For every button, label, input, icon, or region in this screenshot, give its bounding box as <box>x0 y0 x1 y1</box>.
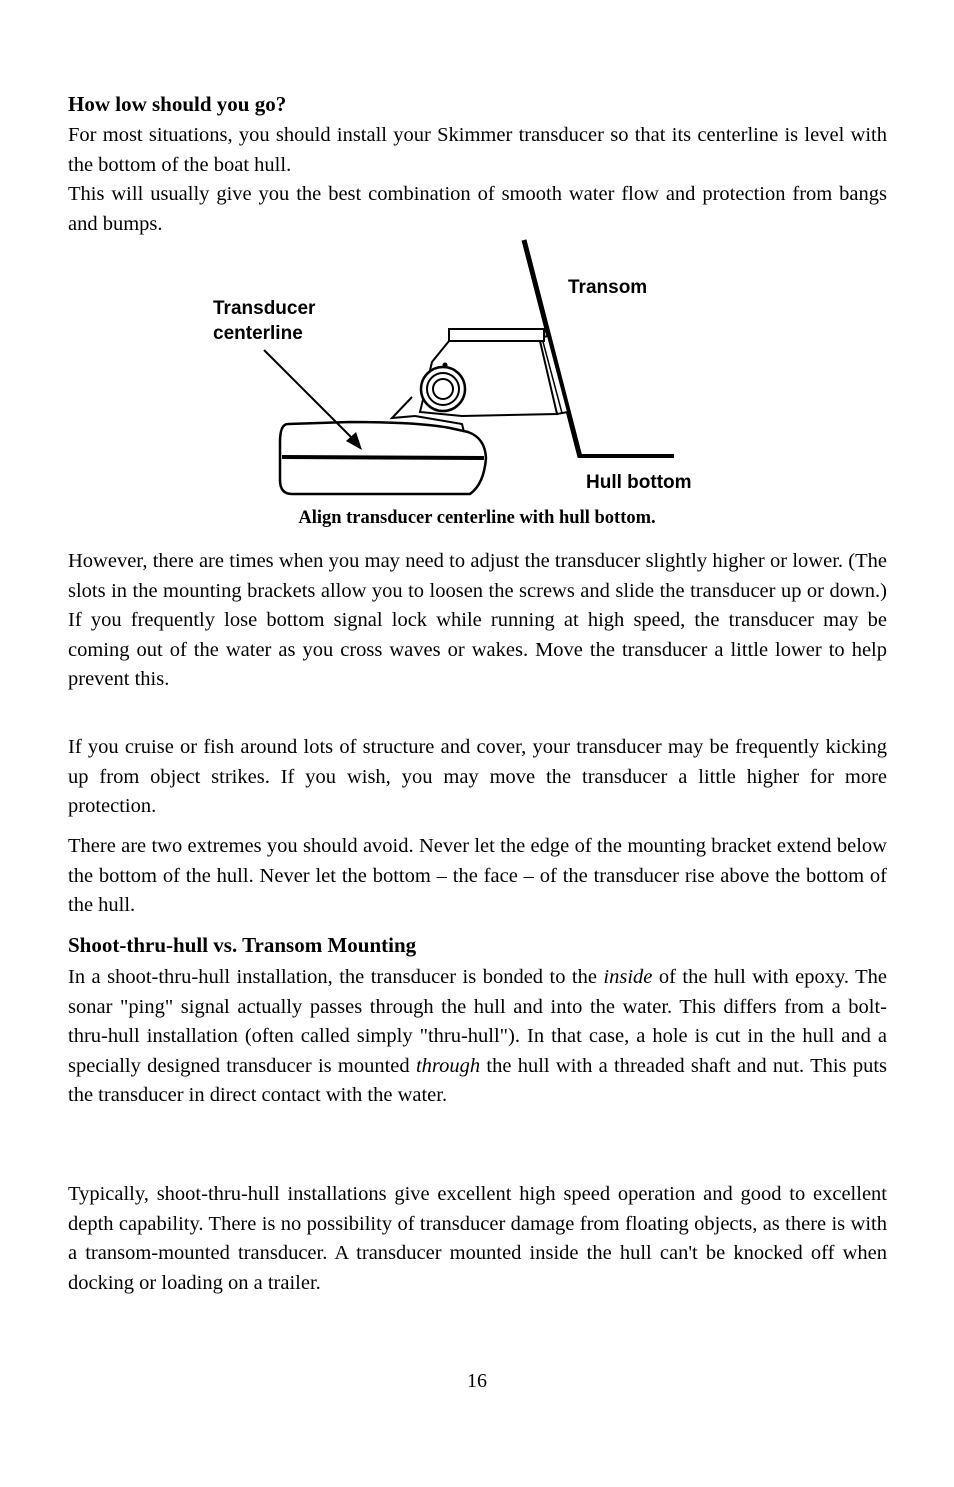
text-run: In a shoot-thru-hull installation, the transducer is bonded to the <box>68 966 604 988</box>
figure-caption: Align transducer centerline with hull bottom. <box>298 508 656 528</box>
emphasis-through: through <box>415 1054 481 1077</box>
intro-text <box>68 121 887 239</box>
text-run: of the hull with epoxy. The sonar "ping" signal actually passes through the hull and into the water. This differs from a bolt-thru-hull installation (often called simply "thru-hull"). In that case, a hole is cut in the hull and a specially designed transducer is mounted <box>68 966 887 1077</box>
transducer-drawing <box>200 232 760 507</box>
paragraph-extremes: There are two extremes you should avoid. Never let the edge of the mounting bracket extend below the bottom of the hull. Never let the bottom – the face – of the transducer rise above the bottom of the hull. <box>68 835 887 917</box>
paragraph-centerline: For most situations, you should install your Skimmer transducer so that its centerline is level with the bottom of the boat hull. <box>68 124 887 176</box>
paragraph-adjust: However, there are times when you may need to adjust the transducer slightly higher or lower. (The slots in the mounting brackets allow you to loosen the screws and slide the transducer up or down.) If you frequently lose bottom signal lock while running at high speed, the transducer may be coming out of the water as you cross waves or wakes. Move the transducer a little lower to help prevent this. <box>68 550 887 691</box>
emphasis-inside: inside <box>603 966 653 988</box>
paragraph-water-flow: This will usually give you the best combination of smooth water flow and protection from bangs and bumps. <box>68 183 887 235</box>
label-transom: Transom <box>568 277 648 298</box>
label-transducer-centerline: Transducer centerline <box>213 298 316 344</box>
transducer-diagram <box>200 232 760 507</box>
paragraph-structure: If you cruise or fish around lots of structure and cover, your transducer may be frequently kicking up from object strikes. If you wish, you may move the transducer a little higher for more protection. <box>68 736 887 818</box>
heading-shoot-thru-hull: Shoot-thru-hull vs. Transom Mounting <box>68 933 417 957</box>
paragraph-shoot-thru-hull <box>68 963 887 1111</box>
label-hull-bottom: Hull bottom <box>586 472 692 493</box>
page-number: 16 <box>467 1370 487 1392</box>
heading-how-low: How low should you go? <box>68 92 287 116</box>
paragraph-typically: Typically, shoot-thru-hull installations give excellent high speed operation and good to excellent depth capability. There is no possibility of transducer damage from floating objects, as there is with a transom-mounted transducer. A transducer mounted inside the hull can't be knocked off when docking or loading on a trailer. <box>68 1183 887 1294</box>
text-run: the hull with a threaded shaft and nut. This puts the transducer in direct contact with the water. <box>68 1054 887 1107</box>
